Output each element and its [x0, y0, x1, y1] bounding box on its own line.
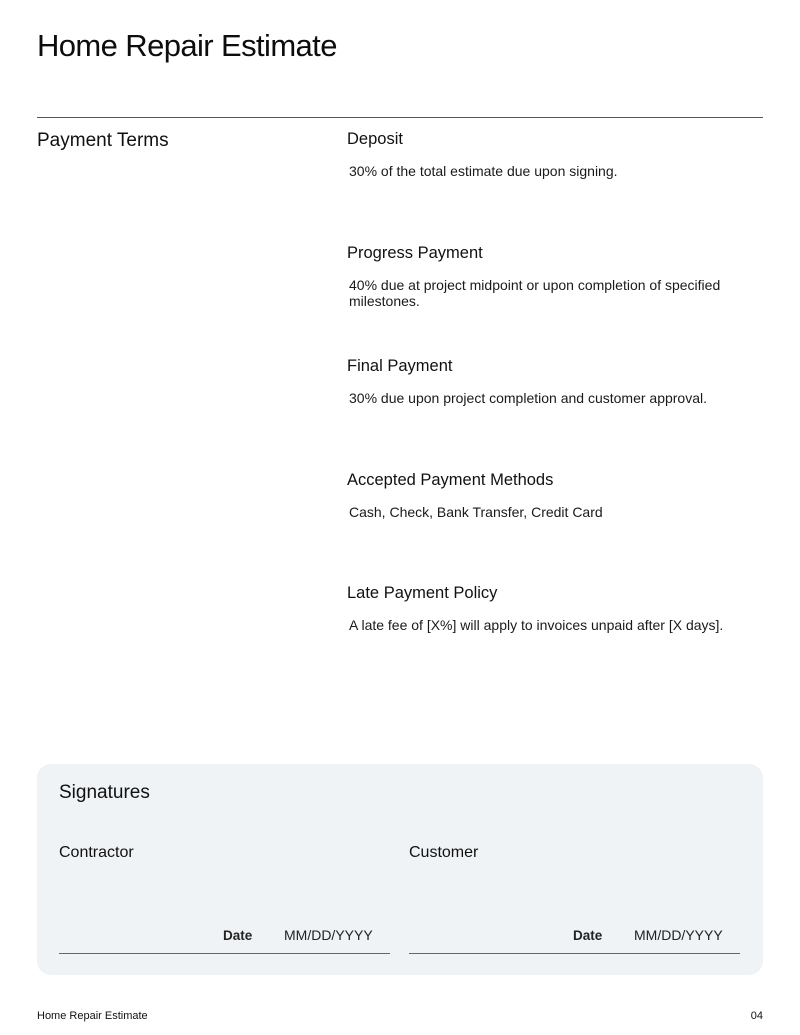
term-body: A late fee of [X%] will apply to invoices unpaid after [X days]. — [349, 617, 724, 633]
footer-page-number: 04 — [750, 1010, 763, 1022]
term-final-payment — [347, 357, 747, 406]
signature-line[interactable] — [409, 953, 740, 954]
term-late-payment-policy — [347, 584, 747, 633]
signature-party-label: Customer — [409, 844, 479, 861]
footer-doc-name: Home Repair Estimate — [37, 1010, 148, 1022]
date-field[interactable]: MM/DD/YYYY — [634, 927, 723, 943]
page-title: Home Repair Estimate — [37, 28, 337, 63]
signature-block-customer — [409, 844, 740, 954]
term-progress-payment — [347, 244, 747, 309]
term-accepted-payment-methods — [347, 471, 747, 520]
term-body: 40% due at project midpoint or upon completion of specified milestones. — [349, 277, 721, 309]
term-heading: Progress Payment — [347, 244, 483, 262]
term-body: 30% of the total estimate due upon signing. — [349, 163, 618, 179]
term-body: Cash, Check, Bank Transfer, Credit Card — [349, 504, 603, 520]
signature-line[interactable] — [59, 953, 390, 954]
term-heading: Deposit — [347, 130, 403, 148]
date-label: Date — [573, 928, 603, 943]
signatures-title: Signatures — [59, 782, 150, 803]
term-body: 30% due upon project completion and customer approval. — [349, 390, 707, 406]
term-heading: Accepted Payment Methods — [347, 471, 554, 489]
date-field[interactable]: MM/DD/YYYY — [284, 927, 373, 943]
header-divider — [37, 117, 763, 118]
signatures-panel — [37, 764, 763, 975]
signature-block-contractor — [59, 844, 390, 954]
term-deposit — [347, 130, 747, 179]
term-heading: Late Payment Policy — [347, 584, 498, 602]
term-heading: Final Payment — [347, 357, 453, 375]
signature-party-label: Contractor — [59, 844, 134, 861]
section-label-payment-terms: Payment Terms — [37, 130, 169, 151]
date-label: Date — [223, 928, 253, 943]
